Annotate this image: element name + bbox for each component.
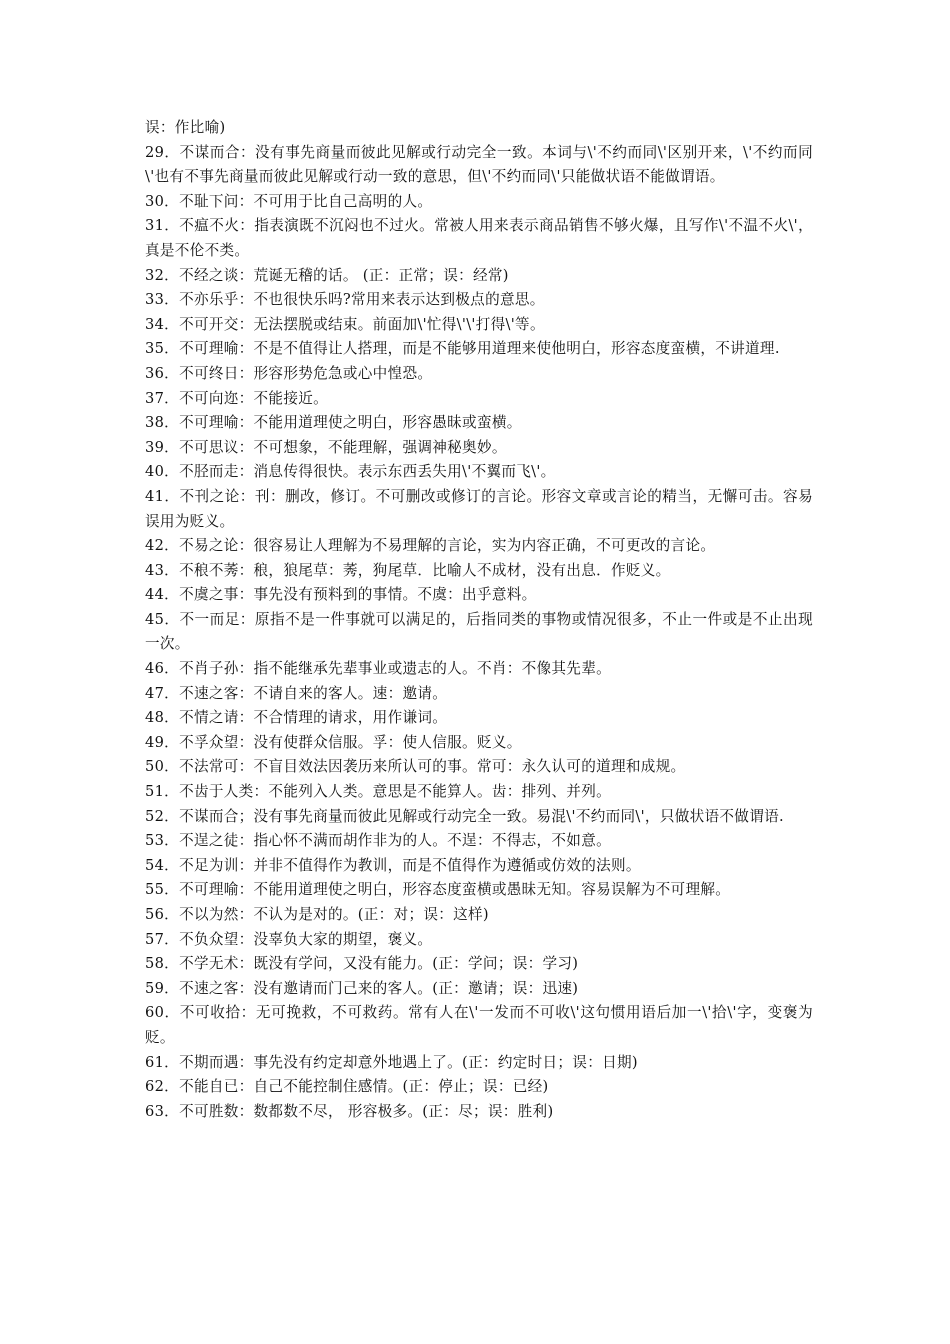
- entry-44: 44．不虞之事：事先没有预料到的事情。不虞：出乎意料。: [145, 586, 537, 604]
- entry-57: 57．不负众望：没辜负大家的期望，褒义。: [145, 930, 433, 948]
- entry-32: 32．不经之谈：荒诞无稽的话。 (正：正常；误：经常): [145, 266, 509, 284]
- entry-48: 48．不情之请：不合情理的请求，用作谦词。: [145, 709, 448, 727]
- entry-30: 30．不耻下问：不可用于比自己高明的人。: [145, 192, 433, 210]
- entry-43: 43．不稂不莠：稂，狼尾草：莠，狗尾草．比喻人不成材，没有出息．作贬义。: [145, 561, 671, 579]
- entry-51: 51．不齿于人类：不能列入人类。意思是不能算人。齿：排列、并列。: [145, 783, 611, 801]
- entry-continuation: 误：作比喻): [145, 119, 226, 136]
- entry-59: 59．不速之客：没有邀请而门己来的客人。(正：邀请；误：迅速): [145, 979, 579, 997]
- entry-42: 42．不易之论：很容易让人理解为不易理解的言论，实为内容正确，不可更改的言论。: [145, 537, 716, 555]
- entry-58: 58．不学无术：既没有学问，又没有能力。(正：学问；误：学习): [145, 955, 579, 973]
- entry-63: 63．不可胜数：数都数不尽， 形容极多。(正：尽；误：胜利): [145, 1102, 554, 1120]
- entry-56: 56．不以为然：不认为是对的。(正：对；误：这样): [145, 906, 489, 923]
- entry-29: 29．不谋而合：没有事先商量而彼此见解或行动完全一致。本词与\'不约而同\'区别开来，\'不约而同\'也有不事先商量而彼此见解或行动一致的意思，但\'不约而同\'只能做状语不能做谓语。: [145, 143, 813, 186]
- entry-37: 37．不可向迩：不能接近。: [145, 389, 329, 407]
- entry-46: 46．不肖子孙：指不能继承先辈事业或遗志的人。不肖：不像其先辈。: [145, 660, 611, 678]
- entry-38: 38．不可理喻：不能用道理使之明白，形容愚昧或蛮横。: [145, 414, 522, 432]
- entry-31: 31．不瘟不火：指表演既不沉闷也不过火。常被人用来表示商品销售不够火爆，且写作\'不温不火\'，真是不伦不类。: [145, 217, 813, 259]
- entry-53: 53．不逞之徒：指心怀不满而胡作非为的人。不逞：不得志，不如意。: [145, 832, 611, 850]
- entry-39: 39．不可思议：不可想象，不能理解，强调神秘奥妙。: [145, 438, 507, 456]
- entry-45: 45．不一而足：原指不是一件事就可以满足的，后指同类的事物或情况很多，不止一件或是不止出现一次。: [145, 610, 813, 653]
- entry-61: 61．不期而遇：事先没有约定却意外地遇上了。(正：约定时日；误：日期): [145, 1053, 638, 1071]
- entry-50: 50．不法常可：不盲目效法因袭历来所认可的事。常可：永久认可的道理和成规。: [145, 758, 686, 776]
- entry-41: 41．不刊之论：刊：删改，修订。不可删改或修订的言论。形容文章或言论的精当，无懈可击。容易误用为贬义。: [145, 487, 813, 530]
- entry-33: 33．不亦乐乎：不也很快乐吗?常用来表示达到极点的意思。: [145, 291, 545, 309]
- entry-36: 36．不可终日：形容形势危急或心中惶恐。: [145, 364, 433, 382]
- entry-34: 34．不可开交：无法摆脱或结束。前面加\'忙得\'\'打得\'等。: [145, 315, 545, 333]
- entry-52: 52．不谋而合；没有事先商量而彼此见解或行动完全一致。易混\'不约而同\'，只做状语不做谓语.: [145, 807, 784, 825]
- entry-40: 40．不胫而走：消息传得很快。表示东西丢失用\'不翼而飞\'。: [145, 463, 556, 481]
- entry-55: 55．不可理喻：不能用道理使之明白，形容态度蛮横或愚昧无知。容易误解为不可理解。: [145, 881, 731, 899]
- entry-47: 47．不速之客：不请自来的客人。速：邀请。: [145, 684, 448, 702]
- entry-60: 60．不可收拾：无可挽救，不可救药。常有人在\'一发而不可收\'这句惯用语后加一\'拾\'字，变褒为贬。: [145, 1004, 813, 1046]
- document-page: [145, 116, 813, 1124]
- entry-62: 62．不能自已：自己不能控制住感情。(正：停止；误：已经): [145, 1078, 549, 1096]
- entry-35: 35．不可理喻：不是不值得让人搭理，而是不能够用道理来使他明白，形容态度蛮横，不讲道理.: [145, 340, 780, 358]
- entry-54: 54．不足为训：并非不值得作为教训，而是不值得作为遵循或仿效的法则。: [145, 856, 641, 874]
- entry-49: 49．不孚众望：没有使群众信服。孚：使人信服。贬义。: [145, 733, 522, 751]
